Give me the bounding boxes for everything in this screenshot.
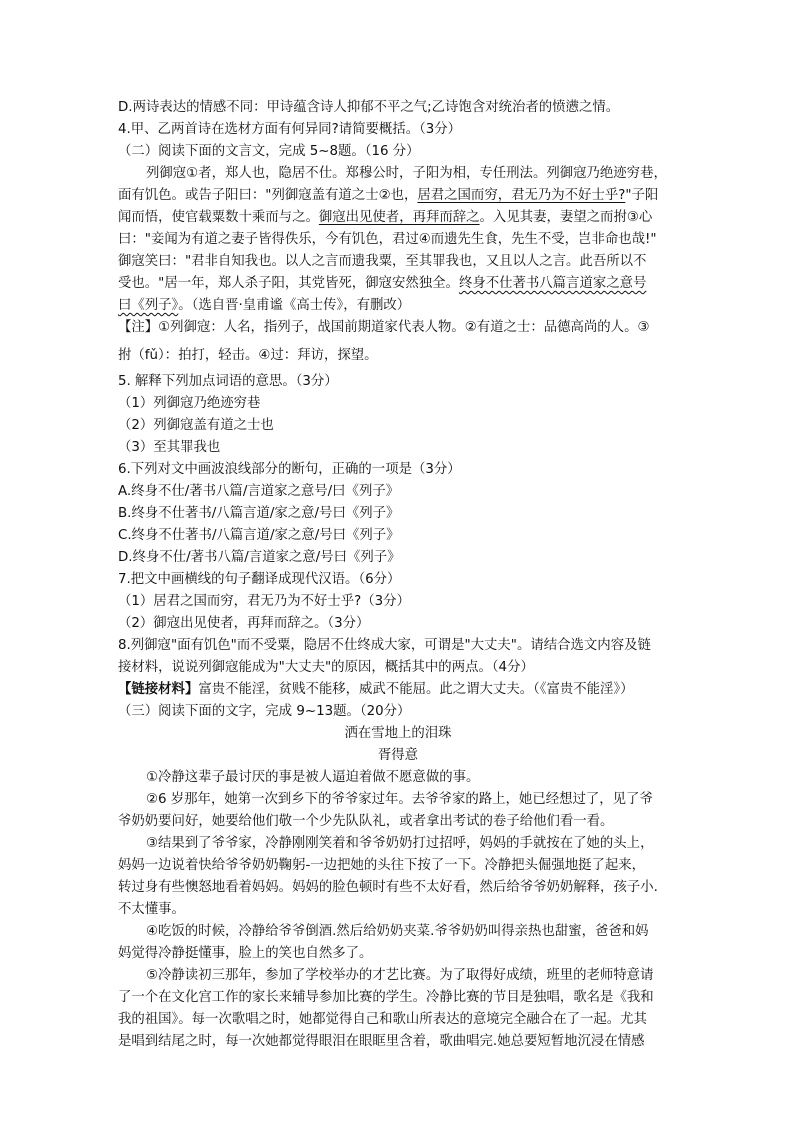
paragraph-3: ③结果到了爷爷家，冷静刚刚笑着和爷爷奶奶打过招呼，妈妈的手就按在了她的头上， <box>146 836 654 851</box>
option-c: C.终身不仕著书/八篇言道/家之意/号曰《列子》 <box>118 528 400 543</box>
underlined-sentence-1: 居君之国而穷，君无乃为不好士乎? <box>417 188 626 203</box>
paragraph-5: 我的祖国》。每一次歌唱之时，她都觉得自己和歌山所表达的意境完全融合在了一起。尤其 <box>118 1012 647 1027</box>
article-author: 胥得意 <box>377 748 419 763</box>
paragraph-3: 不太懂事。 <box>118 902 185 917</box>
wavy-underlined-text: 曰《列子》 <box>118 298 179 313</box>
passage-line <box>118 295 678 317</box>
passage-text: "子阳 <box>625 188 659 203</box>
section-2-heading: （二）阅读下面的文言文，完成 5~8题。（16 分） <box>118 144 420 159</box>
option-a: A.终身不仕/著书八篇/言道家之意号/曰《列子》 <box>118 484 400 499</box>
text-line: D.两诗表达的情感不同：甲诗蕴含诗人抑郁不平之气;乙诗饱含对统治者的愤懑之情。 <box>118 100 620 115</box>
passage-text: 。入见其妻，妻望之而拊③心 <box>479 210 653 225</box>
passage-text: 闻而悟，使官载粟数十乘而与之。 <box>118 210 319 225</box>
paragraph-4: 妈觉得冷静挺懂事，脸上的笑也自然多了。 <box>118 946 373 961</box>
paragraph-3: 转过身有些懊怒地看着妈妈。妈妈的脸色顿时有些不太好看，然后给爷爷奶奶解释，孩子小. <box>118 880 658 895</box>
option-d: D.终身不仕/著书八篇/言道家之意/号曰《列子》 <box>118 550 401 565</box>
link-material-label: 【链接材料】 <box>118 682 199 697</box>
question-7-item: （1）居君之国而穷，君无乃为不好士乎?（3分） <box>118 594 410 609</box>
question-5-item: （3）至其罪我也 <box>118 440 221 455</box>
question-4: 4.甲、乙两首诗在选材方面有何异同?请简要概括。（3分） <box>118 122 462 137</box>
paragraph-4: ④吃饭的时候，冷静给爷爷倒酒.然后给奶奶夹菜.爷爷奶奶叫得亲热也甜蜜，爸爸和妈 <box>146 924 649 939</box>
article-title: 洒在雪地上的泪珠 <box>344 726 452 741</box>
passage-text: 面有饥色。或告子阳曰："列御寇盖有道之士②也， <box>118 188 418 203</box>
section-3-heading: （三）阅读下面的文字，完成 9~13题。（20分） <box>118 704 411 719</box>
annotation-line: 拊（fǔ）：拍打，轻击。④过：拜访，探望。 <box>118 348 378 363</box>
link-material <box>118 679 678 701</box>
question-8: 8.列御寇"面有饥色"而不受粟，隐居不仕终成大家，可谓是"大丈夫"。请结合选文内容及链 <box>118 638 651 653</box>
question-7: 7.把文中画横线的句子翻译成现代汉语。（6分） <box>118 572 401 587</box>
paragraph-3: 妈妈一边说着快给爷爷奶奶鞠躬-一边把她的头往下按了一下。冷静把头倔强地挺了起来， <box>118 858 646 873</box>
option-b: B.终身不仕著书/八篇言道/家之意/号曰《列子》 <box>118 506 400 521</box>
passage-line: 列御寇①者，郑人也，隐居不仕。郑穆公时，子阳为相，专任刑法。列御寇乃绝迹穷巷， <box>146 166 667 181</box>
question-5-item: （1）列御寇乃绝迹穷巷 <box>118 396 261 411</box>
question-8: 接材料，说说列御寇能成为"大丈夫"的原因，概括其中的两点。（4分） <box>118 660 534 675</box>
source-note: 。（选自晋·皇甫谧《高士传》，有删改） <box>178 298 411 313</box>
paragraph-5: 是唱到结尾之时，每一次她都觉得眼泪在眼眶里含着，歌曲唱完.她总要短暂地沉浸在情感 <box>118 1034 645 1049</box>
question-5-item: （2）列御寇盖有道之士也 <box>118 418 274 433</box>
question-6: 6.下列对文中画波浪线部分的断句，正确的一项是（3分） <box>118 462 461 477</box>
question-5: 5. 解释下列加点词语的意思。（3分） <box>118 374 338 389</box>
passage-line <box>118 207 678 229</box>
paragraph-2: 爷奶奶要问好，她要给他们敬一个少先队队礼，或者拿出考试的卷子给他们看一看。 <box>118 814 614 829</box>
paragraph-5: 了一个在文化宫工作的家长来辅导参加比赛的学生。冷静比赛的节目是独唱，歌名是《我和 <box>118 990 654 1005</box>
passage-line: 曰："妾闻为有道之妻子皆得佚乐，今有饥色，君过④而遗先生食，先生不受，岂非命也哉!" <box>118 232 657 247</box>
passage-line <box>118 185 678 207</box>
paragraph-5: ⑤冷静读初三那年，参加了学校举办的才艺比赛。为了取得好成绩，班里的老师特意请 <box>146 968 654 983</box>
passage-line: 御寇笑曰："君非自知我也。以人之言而遗我粟，至其罪我也，又且以人之言。此吾所以不 <box>118 254 647 269</box>
passage-text: 受也。"居一年，郑人杀子阳，其党皆死，御寇安然独全。 <box>118 276 459 291</box>
paragraph-1: ①冷静这辈子最讨厌的事是被人逼迫着做不愿意做的事。 <box>146 770 480 785</box>
question-7-item: （2）御寇出见使者，再拜而辞之。（3分） <box>118 616 370 631</box>
underlined-sentence-2: 御寇出见使者，再拜而辞之 <box>318 210 480 225</box>
link-material-text: 富贵不能淫，贫贱不能移，威武不能屈。此之谓大丈夫。（《富贵不能淫》） <box>198 682 634 697</box>
wavy-underlined-text: 终身不仕著书八篇言道家之意号 <box>458 276 647 291</box>
paragraph-2: ②6 岁那年，她第一次到乡下的爷爷家过年。去爷爷家的路上，她已经想过了，见了爷 <box>146 792 653 807</box>
passage-line <box>118 273 678 295</box>
annotation-line: 【注】①列御寇：人名，指列子，战国前期道家代表人物。②有道之士：品德高尚的人。③ <box>118 320 650 335</box>
